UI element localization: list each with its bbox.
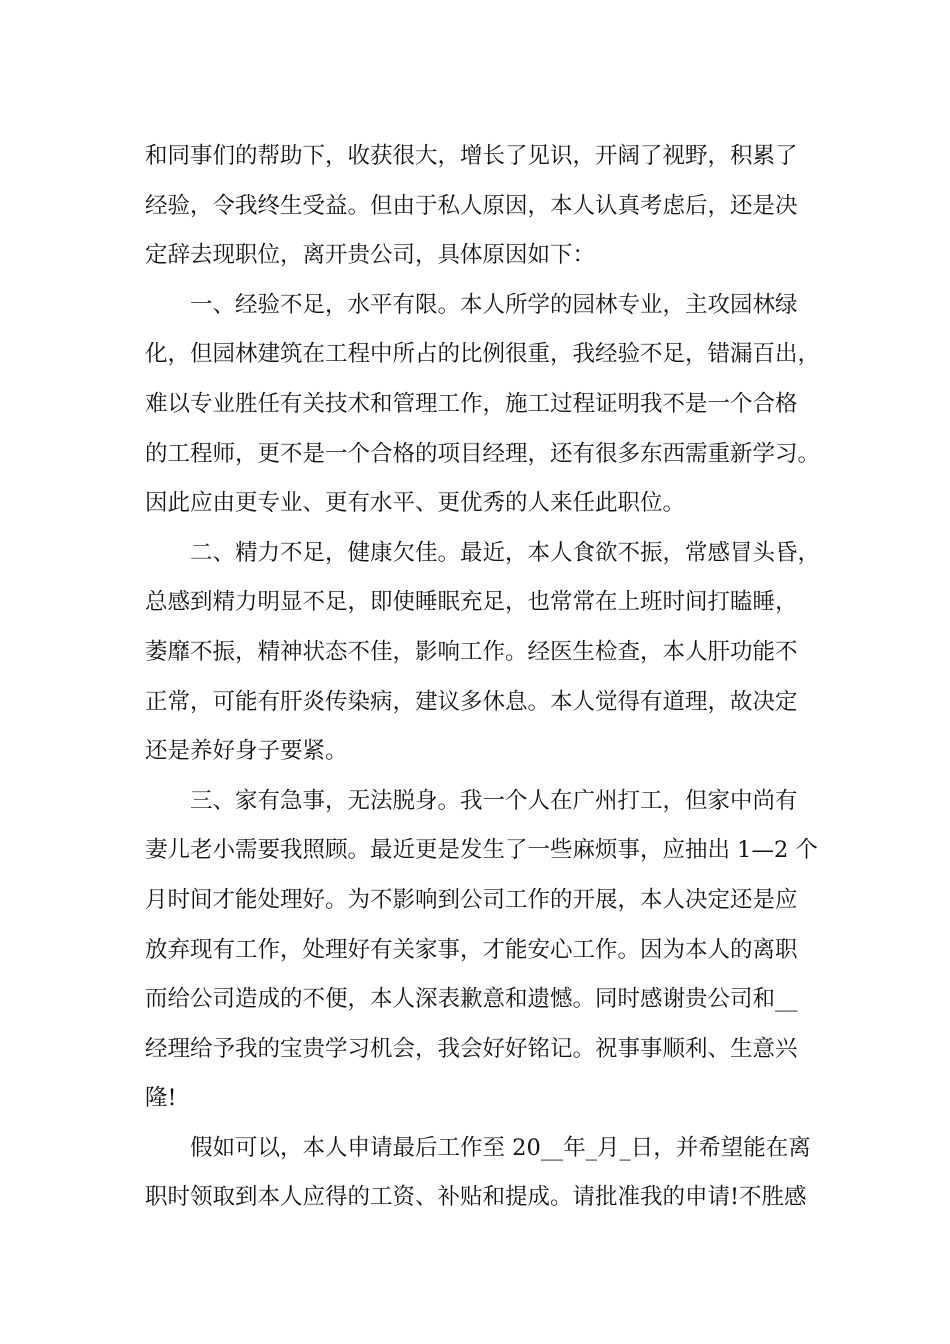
paragraph-3-start: 三、家有急事，无法脱身。我一个人在广州打工，但家中尚有 bbox=[190, 787, 798, 814]
text-line: 总感到精力明显不足，即使睡眠充足，也常常在上班时间打瞌睡， bbox=[145, 589, 798, 616]
text-line: 职时领取到本人应得的工资、补贴和提成。请批准我的申请!不胜感 bbox=[145, 1184, 807, 1211]
text-line: 的工程师，更不是一个合格的项目经理，还有很多东西需重新学习。 bbox=[145, 440, 821, 467]
paragraph-2-start: 二、精力不足，健康欠佳。最近，本人食欲不振，常感冒头昏， bbox=[190, 539, 821, 566]
text-line: 和同事们的帮助下，收获很大，增长了见识，开阔了视野，积累了 bbox=[145, 143, 798, 169]
text-line: 难以专业胜任有关技术和管理工作，施工过程证明我不是一个合格 bbox=[145, 390, 798, 417]
text-line: 定辞去现职位，离开贵公司，具体原因如下： bbox=[145, 242, 596, 269]
text-line: 还是养好身子要紧。 bbox=[145, 738, 348, 765]
text-line: 妻儿老小需要我照顾。最近更是发生了一些麻烦事，应抽出 1—2 个 bbox=[145, 837, 818, 864]
text-line: 隆! bbox=[145, 1085, 177, 1112]
text-line: 经理给予我的宝贵学习机会，我会好好铭记。祝事事顺利、生意兴 bbox=[145, 1035, 798, 1062]
text-line: 放弃现有工作，处理好有关家事，才能安心工作。因为本人的离职 bbox=[145, 936, 798, 963]
text-line: 正常，可能有肝炎传染病，建议多休息。本人觉得有道理，故决定 bbox=[145, 688, 798, 715]
text-line: 月时间才能处理好。为不影响到公司工作的开展，本人决定还是应 bbox=[145, 886, 798, 913]
text-line: 萎靡不振，精神状态不佳，影响工作。经医生检查，本人肝功能不 bbox=[145, 638, 798, 665]
text-line: 经验，令我终生受益。但由于私人原因，本人认真考虑后，还是决 bbox=[145, 192, 798, 219]
text-line: 化，但园林建筑在工程中所占的比例很重，我经验不足，错漏百出， bbox=[145, 341, 821, 368]
paragraph-4-start: 假如可以，本人申请最后工作至 20__年_月_日，并希望能在离 bbox=[190, 1134, 811, 1161]
letter-body bbox=[145, 132, 825, 1223]
paragraph-1-start: 一、经验不足，水平有限。本人所学的园林专业，主攻园林绿 bbox=[190, 291, 798, 318]
text-line: 而给公司造成的不便，本人深表歉意和遗憾。同时感谢贵公司和__ bbox=[145, 986, 798, 1013]
text-line: 因此应由更专业、更有水平、更优秀的人来任此职位。 bbox=[145, 490, 686, 517]
